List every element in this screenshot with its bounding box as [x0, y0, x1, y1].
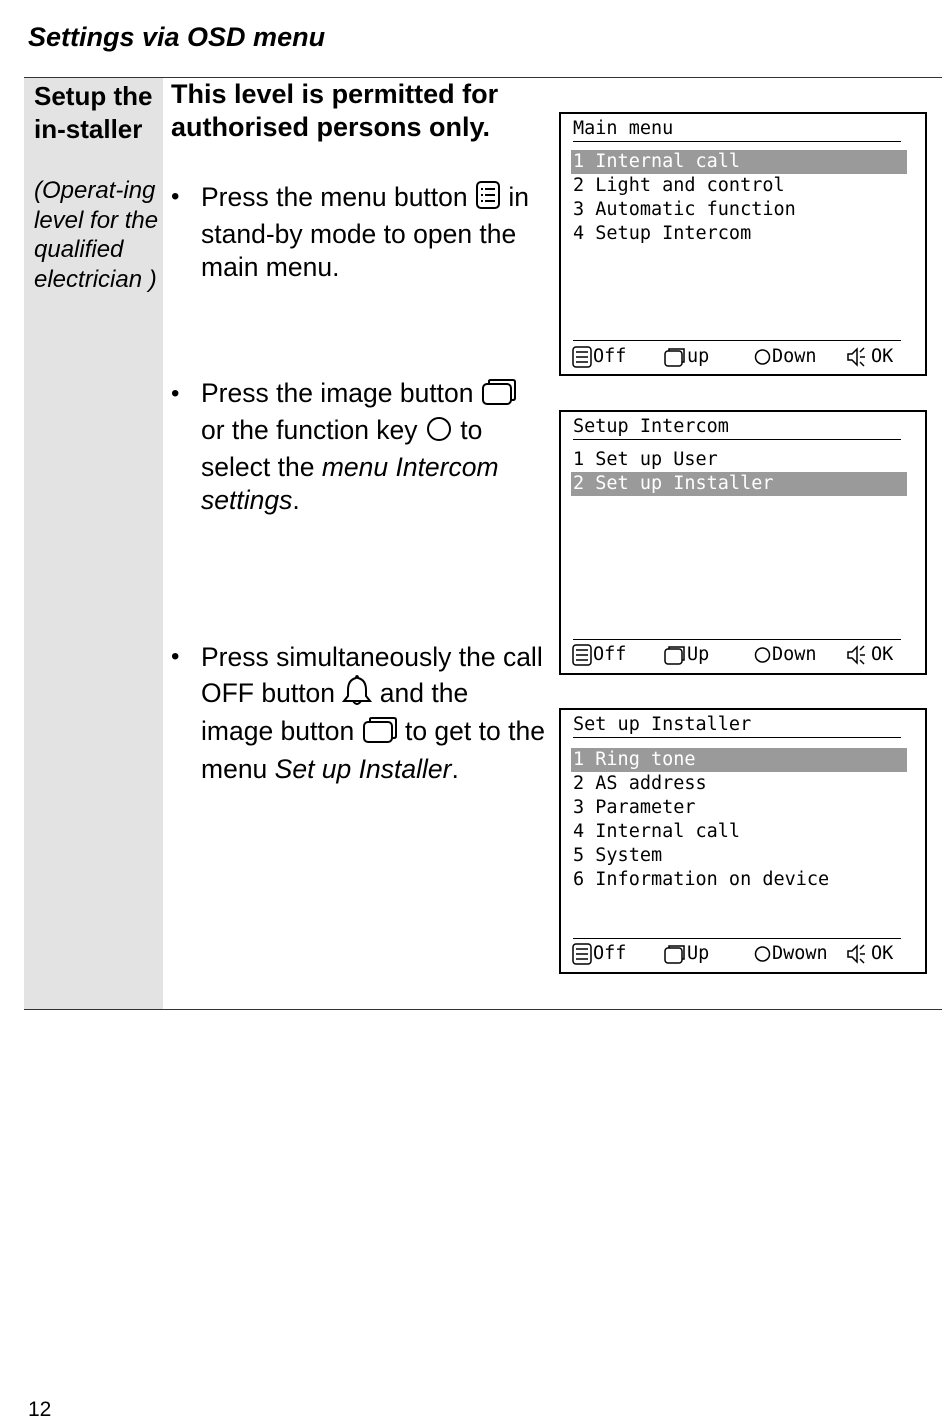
bullet: • [171, 380, 180, 407]
screen-title: Main menu [573, 118, 674, 139]
softkey-label: OK [871, 644, 894, 665]
softkey-label: Down [772, 644, 817, 665]
softkey-down[interactable] [754, 345, 817, 369]
speaker-icon [846, 644, 870, 666]
menu-item[interactable]: 6 Information on device [573, 869, 830, 890]
screen-title-underline [573, 737, 901, 738]
softkey-label: up [687, 346, 710, 367]
menu-button-icon [572, 644, 592, 666]
image-button-icon [664, 944, 686, 964]
osd-screen-main-menu [559, 112, 927, 376]
function-key-icon [754, 646, 771, 664]
softkey-up[interactable] [664, 345, 709, 369]
softkey-label: Off [593, 644, 627, 665]
step-2-text-c: to select the [201, 415, 483, 482]
function-key-icon [425, 415, 453, 451]
footer-divider [573, 938, 901, 939]
step-3-text-c: to get to the menu [201, 716, 545, 784]
step-2-text-b: or the function key [201, 415, 418, 445]
bullet: • [171, 183, 180, 210]
osd-screen-set-up-installer [559, 708, 927, 974]
softkey-ok[interactable] [846, 643, 893, 667]
step-3-text-b: and the image button [201, 678, 469, 746]
step-1-text-a: Press the menu button [201, 182, 468, 212]
menu-item[interactable]: 1 Internal call [571, 150, 907, 174]
section-title: Setup the in-staller [34, 81, 153, 144]
step-2-end: . [292, 485, 300, 515]
screen-title-underline [573, 141, 901, 142]
left-column [24, 78, 163, 1009]
softkey-label: Down [772, 346, 817, 367]
step-3-end: . [451, 754, 459, 784]
bell-icon [342, 674, 372, 714]
function-key-icon [754, 945, 771, 963]
softkey-up[interactable] [664, 643, 709, 667]
softkey-ok[interactable] [846, 345, 893, 369]
bullet: • [171, 643, 180, 670]
softkey-down[interactable] [754, 643, 817, 667]
softkey-up[interactable] [664, 942, 709, 966]
image-button-icon [481, 378, 517, 414]
menu-item[interactable]: 4 Setup Intercom [573, 223, 752, 244]
menu-item[interactable]: 3 Parameter [573, 797, 696, 818]
footer-divider [573, 340, 901, 341]
softkey-label: Off [593, 346, 627, 367]
function-key-icon [754, 348, 771, 366]
softkey-label: Off [593, 943, 627, 964]
footer-divider [573, 639, 901, 640]
step-3-emph: Set up Installer [274, 754, 452, 784]
menu-button-icon [572, 346, 592, 368]
softkey-off[interactable] [572, 942, 626, 966]
menu-item[interactable]: 1 Ring tone [571, 748, 907, 772]
menu-item[interactable]: 4 Internal call [573, 821, 741, 842]
step-2-emph: menu Intercom settings [201, 452, 499, 515]
step-3-text-a: Press simultaneously the call OFF button [201, 642, 543, 708]
softkey-label: OK [871, 943, 894, 964]
menu-item[interactable]: 2 Set up Installer [571, 472, 907, 496]
menu-item[interactable]: 5 System [573, 845, 663, 866]
menu-item[interactable]: 1 Set up User [573, 449, 718, 470]
speaker-icon [846, 346, 870, 368]
menu-item[interactable]: 2 Light and control [573, 175, 785, 196]
softkey-label: OK [871, 346, 894, 367]
menu-button-icon [572, 943, 592, 965]
step-1-text-b: in stand-by mode to open the main menu. [201, 182, 530, 282]
screen-title-underline [573, 439, 901, 440]
speaker-icon [846, 943, 870, 965]
page-number: 12 [28, 1398, 52, 1421]
softkey-label: Up [687, 943, 710, 964]
screen-title: Set up Installer [573, 714, 752, 735]
bottom-divider [24, 1009, 942, 1010]
image-button-icon [362, 716, 398, 752]
screen-title: Setup Intercom [573, 416, 729, 437]
softkey-label: Up [687, 644, 710, 665]
page-header: Settings via OSD menu [28, 22, 326, 52]
menu-item[interactable]: 2 AS address [573, 773, 707, 794]
osd-screen-setup-intercom [559, 410, 927, 675]
image-button-icon [664, 645, 686, 665]
softkey-off[interactable] [572, 345, 626, 369]
step-2-text-a: Press the image button [201, 378, 474, 408]
softkey-ok[interactable] [846, 942, 893, 966]
softkey-off[interactable] [572, 643, 626, 667]
menu-item[interactable]: 3 Automatic function [573, 199, 796, 220]
intro-text: This level is permitted for authorised persons only. [171, 79, 499, 142]
menu-button-icon [475, 180, 501, 218]
softkey-label: Dwown [772, 943, 828, 964]
image-button-icon [664, 347, 686, 367]
section-subtitle: (Operat-ing level for the qualified electrician ) [34, 177, 159, 293]
softkey-down[interactable] [754, 942, 828, 966]
